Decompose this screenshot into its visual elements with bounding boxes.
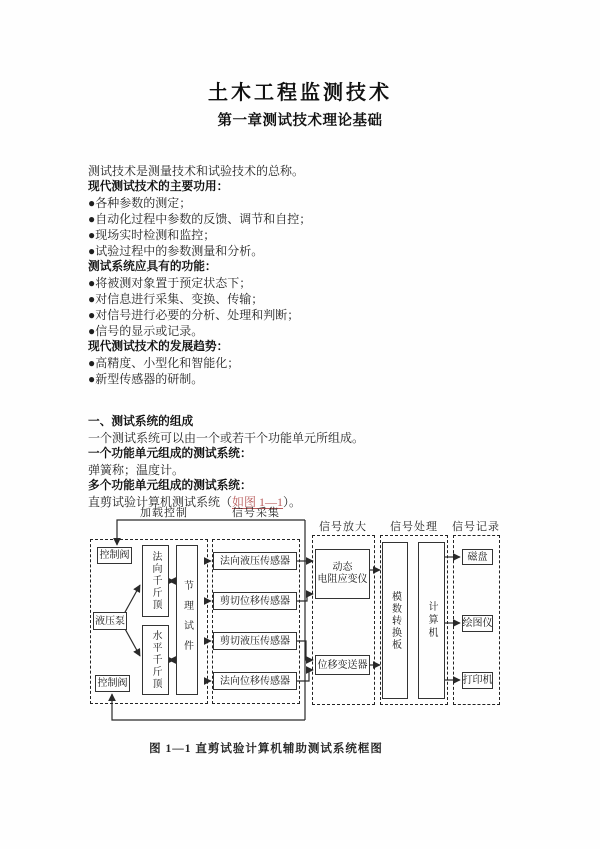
bullet-item: ●对信号进行必要的分析、处理和判断； [88,308,300,322]
bullet-item: ●现场实时检测和监控； [88,228,216,242]
sub2-prefix: 直剪试验计算机测试系统（ [88,495,233,509]
group-label-signal-acquisition: 信号采集 [232,507,280,519]
bullet-item: ●试验过程中的参数测量和分析。 [88,244,264,258]
block-normal-displacement-sensor: 法向位移传感器 [213,672,297,690]
bullet-item: ●将被测对象置于预定状态下； [88,276,252,290]
block-shear-pressure-sensor: 剪切液压传感器 [213,632,297,650]
block-computer: 计算机 [418,542,445,699]
block-disk: 磁盘 [462,549,493,565]
figure-1-1-diagram [60,502,532,748]
block-plotter: 绘图仪 [462,615,493,632]
block-hydraulic-pump: 液压泵 [93,612,127,630]
group-label-signal-processing: 信号处理 [390,521,438,533]
block-control-valve-bottom: 控制阀 [95,675,130,692]
block-dynamic-strain-gauge [315,549,370,599]
group-label-signal-amplification: 信号放大 [319,521,367,533]
block-displacement-transmitter: 位移变送器 [315,655,370,675]
group-label-loading-control: 加载控制 [140,507,188,519]
bullet-item: ●高精度、小型化和智能化； [88,356,240,370]
strain-gauge-line1: 动态 [332,562,353,573]
section1-sub1-heading: 一个功能单元组成的测试系统： [88,447,252,460]
block-normal-pressure-sensor: 法向液压传感器 [213,552,297,570]
bullet-item: ●各种参数的测定； [88,196,192,210]
sub2-suffix: ）。 [283,495,302,509]
heading-main-uses: 现代测试技术的主要功用： [88,180,229,193]
figure-link[interactable]: 如图 1—1 [232,495,284,509]
section1-heading: 一、测试系统的组成 [88,415,194,428]
bullet-item: ●对信息进行采集、变换、传输； [88,292,264,306]
section1-line1: 一个测试系统可以由一个或若干个功能单元所组成。 [88,431,365,445]
block-normal-jack: 法向千斤顶 [142,545,169,617]
strain-gauge-line2: 电阻应变仪 [317,574,368,585]
group-label-signal-recording: 信号记录 [452,521,500,533]
intro-lead: 测试技术是测量技术和试验技术的总称。 [88,164,305,178]
block-horizontal-jack: 水平千斤顶 [142,625,169,695]
block-shear-displacement-sensor: 剪切位移传感器 [213,592,297,610]
bullet-item: ●自动化过程中参数的反馈、调节和自控； [88,212,312,226]
doc-title: 土木工程监测技术 [208,80,392,104]
heading-trends: 现代测试技术的发展趋势： [88,340,229,353]
bullet-item: ●信号的显示或记录。 [88,324,204,338]
bullet-item: ●新型传感器的研制。 [88,372,204,386]
doc-subtitle: 第一章测试技术理论基础 [217,113,383,129]
block-printer: 打印机 [462,672,493,689]
section1-sub2-heading: 多个功能单元组成的测试系统： [88,479,252,492]
section1-sub1-text: 弹簧称；温度计。 [88,463,185,477]
body-text [88,163,544,510]
block-joint-specimen: 节理试件 [176,545,198,695]
block-ad-converter-board: 模数转换板 [382,542,408,699]
block-control-valve-top: 控制阀 [97,547,132,564]
heading-system-functions: 测试系统应具有的功能： [88,260,217,273]
figure-caption: 图 1—1 直剪试验计算机辅助测试系统框图 [149,743,383,755]
